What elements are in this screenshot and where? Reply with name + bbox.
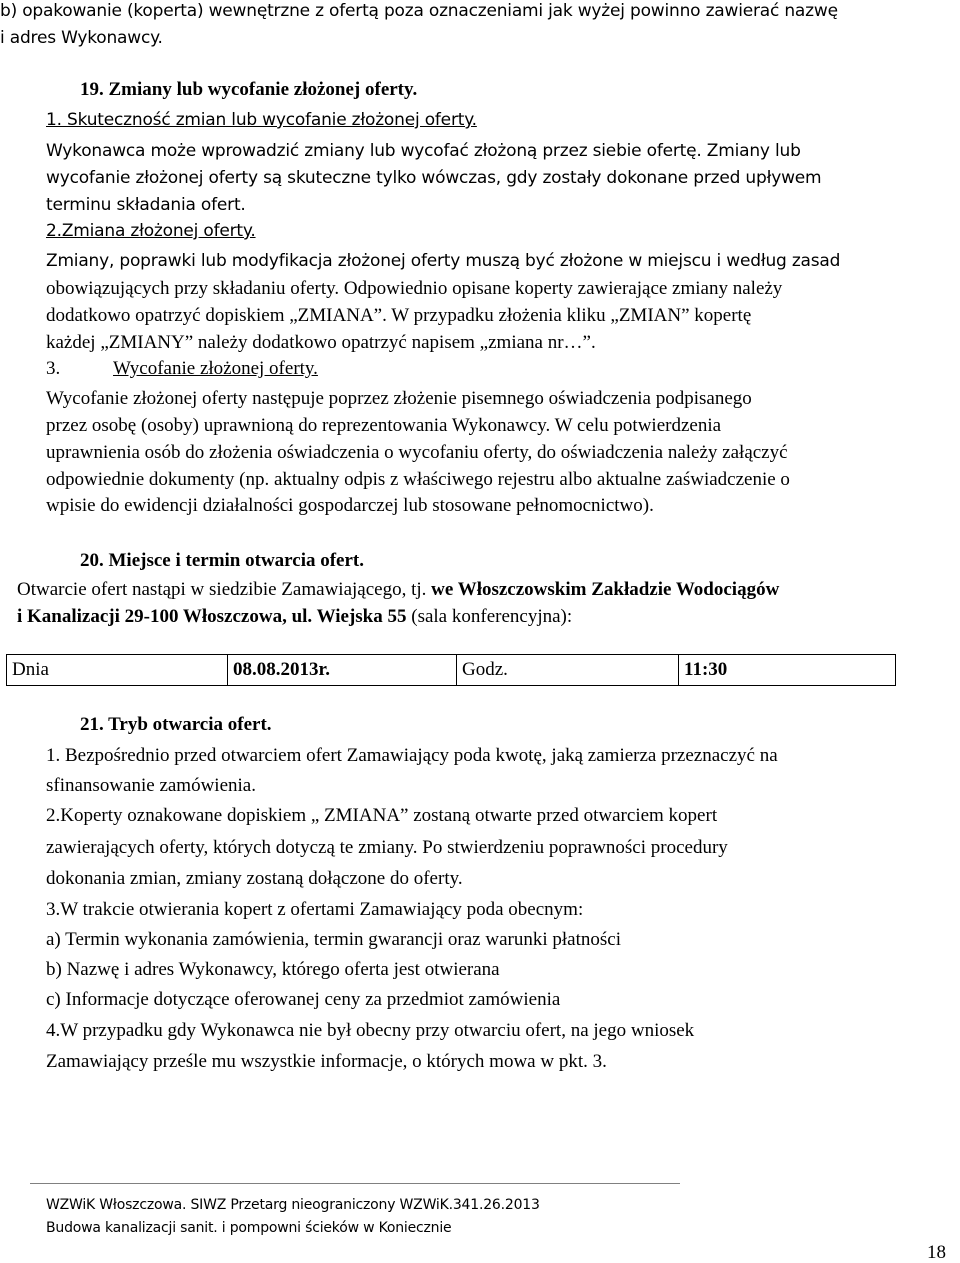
intro-line-2: i adres Wykonawcy.	[0, 28, 163, 48]
section-19-sub-1: 1. Skuteczność zmian lub wycofanie złożonej oferty.	[46, 110, 477, 130]
section-21-line: 2.Koperty oznakowane dopiskiem „ ZMIANA” zostaną otwarte przed otwarciem kopert	[46, 805, 718, 826]
section-20-room: (sala konferencyjna):	[406, 606, 573, 627]
section-19-p1-line: terminu składania ofert.	[46, 195, 246, 215]
section-19-p2-line: każdej „ZMIANY” należy dodatkowo opatrzyć napisem „zmiana nr…”.	[46, 332, 596, 353]
section-21-line: 4.W przypadku gdy Wykonawca nie był obecny przy otwarciu ofert, na jego wniosek	[46, 1020, 695, 1041]
footer-line-1: WZWiK Włoszczowa. SIWZ Przetarg nieograniczony WZWiK.341.26.2013	[46, 1197, 540, 1213]
section-20-address-part-1: we Włoszczowskim Zakładzie Wodociągów	[431, 579, 780, 600]
section-21-line: sfinansowanie zamówienia.	[46, 775, 256, 796]
section-21-heading: 21. Tryb otwarcia ofert.	[80, 714, 272, 735]
section-19-p3-line: przez osobę (osoby) uprawnioną do reprezentowania Wykonawcy. W celu potwierdzenia	[46, 415, 722, 436]
table-cell-time-label: Godz.	[457, 655, 679, 685]
section-19-p2-line: dodatkowo opatrzyć dopiskiem „ZMIANA”. W przypadku złożenia kliku „ZMIAN” kopertę	[46, 305, 752, 326]
section-21-line: zawierających oferty, których dotyczą te zmiany. Po stwierdzeniu poprawności procedury	[46, 837, 728, 858]
section-21-line: c) Informacje dotyczące oferowanej ceny za przedmiot zamówienia	[46, 989, 561, 1010]
intro-line-1: b) opakowanie (koperta) wewnętrzne z ofertą poza oznaczeniami jak wyżej powinno zawierać nazwę	[0, 1, 838, 21]
section-19-sub-3-number: 3.	[46, 358, 61, 379]
section-19-p1-line: wycofanie złożonej oferty są skuteczne tylko wówczas, gdy zostały dokonane przed upływem	[46, 168, 822, 188]
section-20-address-part-2: i Kanalizacji 29-100 Włoszczowa, ul. Wiejska 55	[17, 606, 407, 627]
section-21-line: a) Termin wykonania zamówienia, termin gwarancji oraz warunki płatności	[46, 929, 621, 950]
section-21-line: b) Nazwę i adres Wykonawcy, którego oferta jest otwierana	[46, 959, 500, 980]
section-19-p1-line: Wykonawca może wprowadzić zmiany lub wycofać złożoną przez siebie ofertę. Zmiany lub	[46, 141, 801, 161]
section-19-sub-3-title: Wycofanie złożonej oferty.	[113, 358, 318, 379]
opening-date-table	[6, 654, 896, 686]
section-20-line-2	[17, 606, 572, 628]
footer-line-2: Budowa kanalizacji sanit. i pompowni ścieków w Koniecznie	[46, 1220, 452, 1236]
section-19-p2-line: Zmiany, poprawki lub modyfikacja złożonej oferty muszą być złożone w miejscu i według zasad	[46, 251, 841, 271]
section-19-sub-2: 2.Zmiana złożonej oferty.	[46, 221, 256, 241]
section-19-heading: 19. Zmiany lub wycofanie złożonej oferty.	[80, 79, 418, 100]
table-cell-time: 11:30	[684, 659, 728, 680]
section-19-p3-line: uprawnienia osób do złożenia oświadczenia o wycofaniu oferty, do oświadczenia należy załączyć	[46, 442, 788, 463]
table-cell-date: 08.08.2013r.	[228, 655, 457, 685]
table-cell-day-label: Dnia	[7, 655, 228, 685]
page-number: 18	[927, 1242, 946, 1263]
section-19-p3-line: odpowiednie dokumenty (np. aktualny odpis z właściwego rejestru albo aktualne zaświadczenie o	[46, 469, 790, 490]
section-21-line: dokonania zmian, zmiany zostaną dołączone do oferty.	[46, 868, 463, 889]
section-20-line-1-text: Otwarcie ofert nastąpi w siedzibie Zamawiającego, tj.	[17, 579, 432, 600]
section-20-line-1	[17, 579, 779, 601]
section-20-heading: 20. Miejsce i termin otwarcia ofert.	[80, 550, 364, 571]
section-21-line: 1. Bezpośrednio przed otwarciem ofert Zamawiający poda kwotę, jaką zamierza przeznaczyć na	[46, 745, 778, 766]
section-19-p3-line: wpisie do ewidencji działalności gospodarczej lub stosowane pełnomocnictwo).	[46, 495, 654, 516]
section-19-p3-line: Wycofanie złożonej oferty następuje poprzez złożenie pisemnego oświadczenia podpisanego	[46, 388, 752, 409]
section-21-line: Zamawiający prześle mu wszystkie informacje, o których mowa w pkt. 3.	[46, 1051, 607, 1072]
section-21-line: 3.W trakcie otwierania kopert z ofertami Zamawiający poda obecnym:	[46, 899, 584, 920]
footer-divider	[30, 1183, 680, 1184]
section-19-p2-line: obowiązujących przy składaniu oferty. Odpowiednio opisane koperty zawierające zmiany należy	[46, 278, 783, 299]
